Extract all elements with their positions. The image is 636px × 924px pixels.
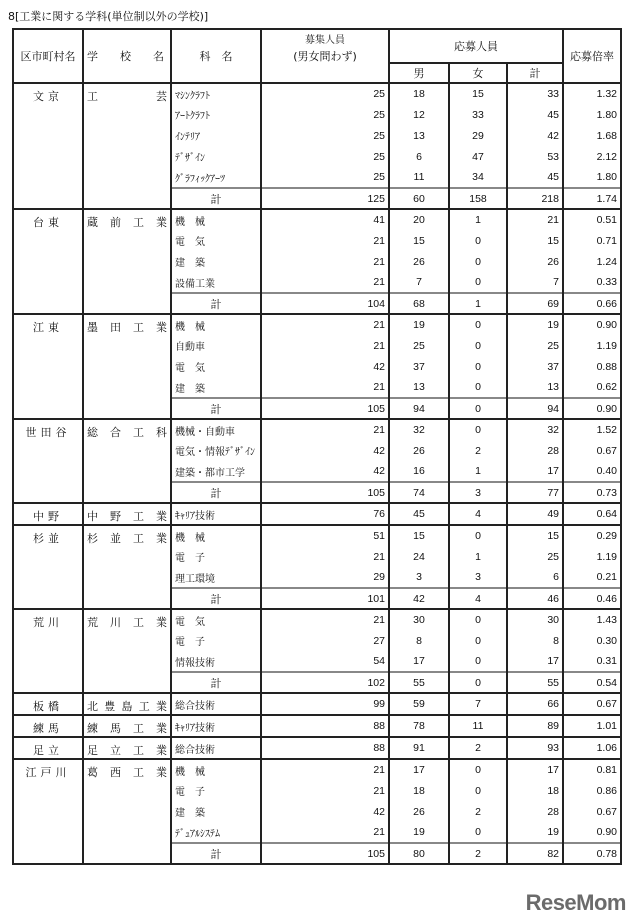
dept-cell: ｲﾝﾃﾘｱ bbox=[171, 125, 261, 146]
quota-cell: 88 bbox=[261, 737, 389, 759]
header-female: 女 bbox=[449, 63, 507, 83]
female-cell: 15 bbox=[449, 83, 507, 104]
female-cell: 7 bbox=[449, 693, 507, 715]
subtotal-quota-cell: 105 bbox=[261, 398, 389, 419]
total-cell: 37 bbox=[507, 356, 563, 377]
table-row bbox=[13, 759, 621, 780]
male-cell: 12 bbox=[389, 104, 449, 125]
resemom-logo: ReseMom bbox=[525, 890, 626, 915]
subtotal-quota-cell: 102 bbox=[261, 672, 389, 693]
dept-cell: 建 築 bbox=[171, 251, 261, 272]
quota-cell: 25 bbox=[261, 125, 389, 146]
table-title: 8[工業に関する学科(単位制以外の学校)] bbox=[8, 10, 209, 23]
table-row bbox=[13, 609, 621, 630]
dept-cell: ｱｰﾄｸﾗﾌﾄ bbox=[171, 104, 261, 125]
subtotal-female-cell: 0 bbox=[449, 672, 507, 693]
male-cell: 91 bbox=[389, 737, 449, 759]
female-cell: 47 bbox=[449, 146, 507, 167]
female-cell: 0 bbox=[449, 525, 507, 546]
total-cell: 6 bbox=[507, 567, 563, 588]
female-cell: 0 bbox=[449, 356, 507, 377]
total-cell: 17 bbox=[507, 759, 563, 780]
dept-cell: 建 築 bbox=[171, 377, 261, 398]
school-cell: 練馬工業 bbox=[83, 715, 171, 737]
subtotal-male-cell: 94 bbox=[389, 398, 449, 419]
dept-cell: 建 築 bbox=[171, 801, 261, 822]
total-cell: 28 bbox=[507, 440, 563, 461]
subtotal-male-cell: 42 bbox=[389, 588, 449, 609]
dept-cell: 機 械 bbox=[171, 314, 261, 335]
dept-cell: 電 子 bbox=[171, 780, 261, 801]
ratio-cell: 0.64 bbox=[563, 503, 621, 525]
female-cell: 33 bbox=[449, 104, 507, 125]
subtotal-quota-cell: 105 bbox=[261, 482, 389, 503]
ratio-cell: 0.33 bbox=[563, 272, 621, 293]
male-cell: 13 bbox=[389, 377, 449, 398]
ratio-cell: 0.40 bbox=[563, 461, 621, 482]
dept-cell: ﾃﾞｻﾞｲﾝ bbox=[171, 146, 261, 167]
dept-cell: 総合技術 bbox=[171, 737, 261, 759]
quota-cell: 42 bbox=[261, 461, 389, 482]
subtotal-female-cell: 1 bbox=[449, 293, 507, 314]
male-cell: 78 bbox=[389, 715, 449, 737]
female-cell: 0 bbox=[449, 630, 507, 651]
ratio-cell: 1.19 bbox=[563, 546, 621, 567]
dept-cell: 総合技術 bbox=[171, 693, 261, 715]
female-cell: 29 bbox=[449, 125, 507, 146]
district-cell: 江戸川 bbox=[13, 759, 83, 864]
ratio-cell: 0.90 bbox=[563, 314, 621, 335]
subtotal-male-cell: 55 bbox=[389, 672, 449, 693]
male-cell: 18 bbox=[389, 83, 449, 104]
subtotal-label: 計 bbox=[171, 398, 261, 419]
total-cell: 25 bbox=[507, 335, 563, 356]
female-cell: 0 bbox=[449, 780, 507, 801]
subtotal-total-cell: 46 bbox=[507, 588, 563, 609]
school-cell: 杉並工業 bbox=[83, 525, 171, 609]
subtotal-female-cell: 4 bbox=[449, 588, 507, 609]
table-row bbox=[13, 83, 621, 104]
ratio-cell: 0.67 bbox=[563, 693, 621, 715]
applicants-table bbox=[12, 28, 622, 865]
district-cell: 台東 bbox=[13, 209, 83, 314]
total-cell: 33 bbox=[507, 83, 563, 104]
ratio-cell: 1.80 bbox=[563, 104, 621, 125]
quota-cell: 25 bbox=[261, 146, 389, 167]
ratio-cell: 0.67 bbox=[563, 440, 621, 461]
subtotal-label: 計 bbox=[171, 293, 261, 314]
table-body bbox=[13, 83, 621, 864]
quota-cell: 21 bbox=[261, 419, 389, 440]
quota-cell: 21 bbox=[261, 314, 389, 335]
female-cell: 0 bbox=[449, 822, 507, 843]
female-cell: 34 bbox=[449, 167, 507, 188]
quota-cell: 54 bbox=[261, 651, 389, 672]
total-cell: 18 bbox=[507, 780, 563, 801]
male-cell: 25 bbox=[389, 335, 449, 356]
district-cell: 荒川 bbox=[13, 609, 83, 693]
total-cell: 93 bbox=[507, 737, 563, 759]
female-cell: 2 bbox=[449, 801, 507, 822]
male-cell: 7 bbox=[389, 272, 449, 293]
ratio-cell: 0.71 bbox=[563, 230, 621, 251]
dept-cell: 機 械 bbox=[171, 759, 261, 780]
quota-cell: 21 bbox=[261, 609, 389, 630]
male-cell: 24 bbox=[389, 546, 449, 567]
ratio-cell: 0.29 bbox=[563, 525, 621, 546]
table-row bbox=[13, 715, 621, 737]
dept-cell: 情報技術 bbox=[171, 651, 261, 672]
total-cell: 19 bbox=[507, 314, 563, 335]
quota-cell: 21 bbox=[261, 759, 389, 780]
dept-cell: ｷｬﾘｱ技術 bbox=[171, 715, 261, 737]
dept-cell: 建築・都市工学 bbox=[171, 461, 261, 482]
quota-cell: 27 bbox=[261, 630, 389, 651]
total-cell: 15 bbox=[507, 525, 563, 546]
total-cell: 13 bbox=[507, 377, 563, 398]
header-applicants: 応募人員 bbox=[389, 29, 563, 63]
district-cell: 杉並 bbox=[13, 525, 83, 609]
header-quota-line2: (男女問わず) bbox=[293, 50, 357, 63]
dept-cell: 電 気 bbox=[171, 230, 261, 251]
subtotal-ratio-cell: 0.78 bbox=[563, 843, 621, 864]
school-cell: 北豊島工業 bbox=[83, 693, 171, 715]
subtotal-total-cell: 77 bbox=[507, 482, 563, 503]
school-cell: 足立工業 bbox=[83, 737, 171, 759]
subtotal-total-cell: 218 bbox=[507, 188, 563, 209]
subtotal-total-cell: 55 bbox=[507, 672, 563, 693]
subtotal-quota-cell: 104 bbox=[261, 293, 389, 314]
subtotal-label: 計 bbox=[171, 843, 261, 864]
ratio-cell: 0.81 bbox=[563, 759, 621, 780]
quota-cell: 21 bbox=[261, 546, 389, 567]
dept-cell: ﾃﾞｭｱﾙｼｽﾃﾑ bbox=[171, 822, 261, 843]
table-row bbox=[13, 209, 621, 230]
female-cell: 2 bbox=[449, 737, 507, 759]
ratio-cell: 1.01 bbox=[563, 715, 621, 737]
ratio-cell: 0.67 bbox=[563, 801, 621, 822]
male-cell: 6 bbox=[389, 146, 449, 167]
dept-cell: 機 械 bbox=[171, 525, 261, 546]
district-cell: 文京 bbox=[13, 83, 83, 209]
ratio-cell: 1.80 bbox=[563, 167, 621, 188]
subtotal-ratio-cell: 0.73 bbox=[563, 482, 621, 503]
female-cell: 3 bbox=[449, 567, 507, 588]
ratio-cell: 0.51 bbox=[563, 209, 621, 230]
header-quota bbox=[261, 29, 389, 83]
female-cell: 1 bbox=[449, 546, 507, 567]
table-row bbox=[13, 525, 621, 546]
header-district: 区市町村名 bbox=[13, 29, 83, 83]
total-cell: 53 bbox=[507, 146, 563, 167]
male-cell: 17 bbox=[389, 759, 449, 780]
total-cell: 42 bbox=[507, 125, 563, 146]
ratio-cell: 1.32 bbox=[563, 83, 621, 104]
subtotal-label: 計 bbox=[171, 588, 261, 609]
total-cell: 89 bbox=[507, 715, 563, 737]
subtotal-quota-cell: 125 bbox=[261, 188, 389, 209]
male-cell: 8 bbox=[389, 630, 449, 651]
subtotal-ratio-cell: 0.90 bbox=[563, 398, 621, 419]
dept-cell: ﾏｼﾝｸﾗﾌﾄ bbox=[171, 83, 261, 104]
quota-cell: 21 bbox=[261, 780, 389, 801]
header-school: 学 校 名 bbox=[83, 29, 171, 83]
school-cell: 総合工科 bbox=[83, 419, 171, 503]
male-cell: 59 bbox=[389, 693, 449, 715]
female-cell: 0 bbox=[449, 609, 507, 630]
ratio-cell: 1.06 bbox=[563, 737, 621, 759]
subtotal-label: 計 bbox=[171, 482, 261, 503]
total-cell: 7 bbox=[507, 272, 563, 293]
total-cell: 26 bbox=[507, 251, 563, 272]
ratio-cell: 1.52 bbox=[563, 419, 621, 440]
female-cell: 1 bbox=[449, 461, 507, 482]
female-cell: 0 bbox=[449, 377, 507, 398]
quota-cell: 42 bbox=[261, 356, 389, 377]
female-cell: 0 bbox=[449, 230, 507, 251]
quota-cell: 25 bbox=[261, 167, 389, 188]
quota-cell: 21 bbox=[261, 822, 389, 843]
header-total: 計 bbox=[507, 63, 563, 83]
subtotal-ratio-cell: 0.46 bbox=[563, 588, 621, 609]
female-cell: 0 bbox=[449, 335, 507, 356]
total-cell: 30 bbox=[507, 609, 563, 630]
male-cell: 19 bbox=[389, 822, 449, 843]
female-cell: 1 bbox=[449, 209, 507, 230]
total-cell: 15 bbox=[507, 230, 563, 251]
district-cell: 中野 bbox=[13, 503, 83, 525]
total-cell: 17 bbox=[507, 461, 563, 482]
quota-cell: 42 bbox=[261, 440, 389, 461]
female-cell: 0 bbox=[449, 651, 507, 672]
total-cell: 8 bbox=[507, 630, 563, 651]
total-cell: 49 bbox=[507, 503, 563, 525]
quota-cell: 88 bbox=[261, 715, 389, 737]
subtotal-male-cell: 80 bbox=[389, 843, 449, 864]
quota-cell: 76 bbox=[261, 503, 389, 525]
male-cell: 26 bbox=[389, 440, 449, 461]
dept-cell: 自動車 bbox=[171, 335, 261, 356]
dept-cell: 電 子 bbox=[171, 546, 261, 567]
district-cell: 世田谷 bbox=[13, 419, 83, 503]
quota-cell: 99 bbox=[261, 693, 389, 715]
table-row bbox=[13, 503, 621, 525]
quota-cell: 21 bbox=[261, 335, 389, 356]
female-cell: 0 bbox=[449, 251, 507, 272]
male-cell: 17 bbox=[389, 651, 449, 672]
dept-cell: ｸﾞﾗﾌｨｯｸｱｰﾂ bbox=[171, 167, 261, 188]
subtotal-female-cell: 2 bbox=[449, 843, 507, 864]
quota-cell: 42 bbox=[261, 801, 389, 822]
male-cell: 20 bbox=[389, 209, 449, 230]
total-cell: 25 bbox=[507, 546, 563, 567]
subtotal-quota-cell: 105 bbox=[261, 843, 389, 864]
male-cell: 18 bbox=[389, 780, 449, 801]
male-cell: 15 bbox=[389, 525, 449, 546]
school-cell: 葛西工業 bbox=[83, 759, 171, 864]
male-cell: 37 bbox=[389, 356, 449, 377]
ratio-cell: 2.12 bbox=[563, 146, 621, 167]
school-cell: 中野工業 bbox=[83, 503, 171, 525]
male-cell: 26 bbox=[389, 801, 449, 822]
ratio-cell: 1.43 bbox=[563, 609, 621, 630]
total-cell: 19 bbox=[507, 822, 563, 843]
table-row bbox=[13, 314, 621, 335]
ratio-cell: 0.90 bbox=[563, 822, 621, 843]
male-cell: 45 bbox=[389, 503, 449, 525]
male-cell: 19 bbox=[389, 314, 449, 335]
male-cell: 30 bbox=[389, 609, 449, 630]
district-cell: 板橋 bbox=[13, 693, 83, 715]
subtotal-male-cell: 68 bbox=[389, 293, 449, 314]
male-cell: 32 bbox=[389, 419, 449, 440]
female-cell: 0 bbox=[449, 759, 507, 780]
ratio-cell: 0.86 bbox=[563, 780, 621, 801]
male-cell: 13 bbox=[389, 125, 449, 146]
dept-cell: 電気・情報ﾃﾞｻﾞｲﾝ bbox=[171, 440, 261, 461]
subtotal-total-cell: 94 bbox=[507, 398, 563, 419]
quota-cell: 51 bbox=[261, 525, 389, 546]
quota-cell: 25 bbox=[261, 104, 389, 125]
ratio-cell: 0.88 bbox=[563, 356, 621, 377]
ratio-cell: 0.62 bbox=[563, 377, 621, 398]
subtotal-label: 計 bbox=[171, 672, 261, 693]
ratio-cell: 0.30 bbox=[563, 630, 621, 651]
total-cell: 21 bbox=[507, 209, 563, 230]
subtotal-label: 計 bbox=[171, 188, 261, 209]
district-cell: 江東 bbox=[13, 314, 83, 419]
male-cell: 11 bbox=[389, 167, 449, 188]
quota-cell: 21 bbox=[261, 377, 389, 398]
subtotal-ratio-cell: 0.66 bbox=[563, 293, 621, 314]
total-cell: 32 bbox=[507, 419, 563, 440]
subtotal-quota-cell: 101 bbox=[261, 588, 389, 609]
header-ratio: 応募倍率 bbox=[563, 29, 621, 83]
female-cell: 0 bbox=[449, 419, 507, 440]
female-cell: 4 bbox=[449, 503, 507, 525]
total-cell: 66 bbox=[507, 693, 563, 715]
ratio-cell: 1.24 bbox=[563, 251, 621, 272]
total-cell: 45 bbox=[507, 167, 563, 188]
ratio-cell: 1.19 bbox=[563, 335, 621, 356]
subtotal-ratio-cell: 0.54 bbox=[563, 672, 621, 693]
header-dept: 科 名 bbox=[171, 29, 261, 83]
subtotal-total-cell: 69 bbox=[507, 293, 563, 314]
table-row bbox=[13, 737, 621, 759]
dept-cell: 設備工業 bbox=[171, 272, 261, 293]
table-row bbox=[13, 693, 621, 715]
header-quota-line1: 募集人員 bbox=[305, 35, 345, 46]
subtotal-male-cell: 60 bbox=[389, 188, 449, 209]
subtotal-ratio-cell: 1.74 bbox=[563, 188, 621, 209]
dept-cell: 機械・自動車 bbox=[171, 419, 261, 440]
district-cell: 足立 bbox=[13, 737, 83, 759]
quota-cell: 21 bbox=[261, 272, 389, 293]
total-cell: 28 bbox=[507, 801, 563, 822]
subtotal-female-cell: 0 bbox=[449, 398, 507, 419]
total-cell: 45 bbox=[507, 104, 563, 125]
female-cell: 0 bbox=[449, 314, 507, 335]
quota-cell: 41 bbox=[261, 209, 389, 230]
subtotal-female-cell: 158 bbox=[449, 188, 507, 209]
ratio-cell: 0.21 bbox=[563, 567, 621, 588]
ratio-cell: 1.68 bbox=[563, 125, 621, 146]
quota-cell: 21 bbox=[261, 230, 389, 251]
male-cell: 26 bbox=[389, 251, 449, 272]
dept-cell: 電 気 bbox=[171, 609, 261, 630]
header-male: 男 bbox=[389, 63, 449, 83]
school-cell: 蔵前工業 bbox=[83, 209, 171, 314]
quota-cell: 25 bbox=[261, 83, 389, 104]
subtotal-female-cell: 3 bbox=[449, 482, 507, 503]
female-cell: 2 bbox=[449, 440, 507, 461]
dept-cell: 電 子 bbox=[171, 630, 261, 651]
school-cell: 工芸 bbox=[83, 83, 171, 209]
male-cell: 3 bbox=[389, 567, 449, 588]
school-cell: 墨田工業 bbox=[83, 314, 171, 419]
ratio-cell: 0.31 bbox=[563, 651, 621, 672]
subtotal-total-cell: 82 bbox=[507, 843, 563, 864]
female-cell: 11 bbox=[449, 715, 507, 737]
dept-cell: ｷｬﾘｱ技術 bbox=[171, 503, 261, 525]
table-row bbox=[13, 419, 621, 440]
district-cell: 練馬 bbox=[13, 715, 83, 737]
subtotal-male-cell: 74 bbox=[389, 482, 449, 503]
female-cell: 0 bbox=[449, 272, 507, 293]
dept-cell: 理工環境 bbox=[171, 567, 261, 588]
quota-cell: 21 bbox=[261, 251, 389, 272]
male-cell: 15 bbox=[389, 230, 449, 251]
quota-cell: 29 bbox=[261, 567, 389, 588]
total-cell: 17 bbox=[507, 651, 563, 672]
school-cell: 荒川工業 bbox=[83, 609, 171, 693]
dept-cell: 電 気 bbox=[171, 356, 261, 377]
male-cell: 16 bbox=[389, 461, 449, 482]
dept-cell: 機 械 bbox=[171, 209, 261, 230]
